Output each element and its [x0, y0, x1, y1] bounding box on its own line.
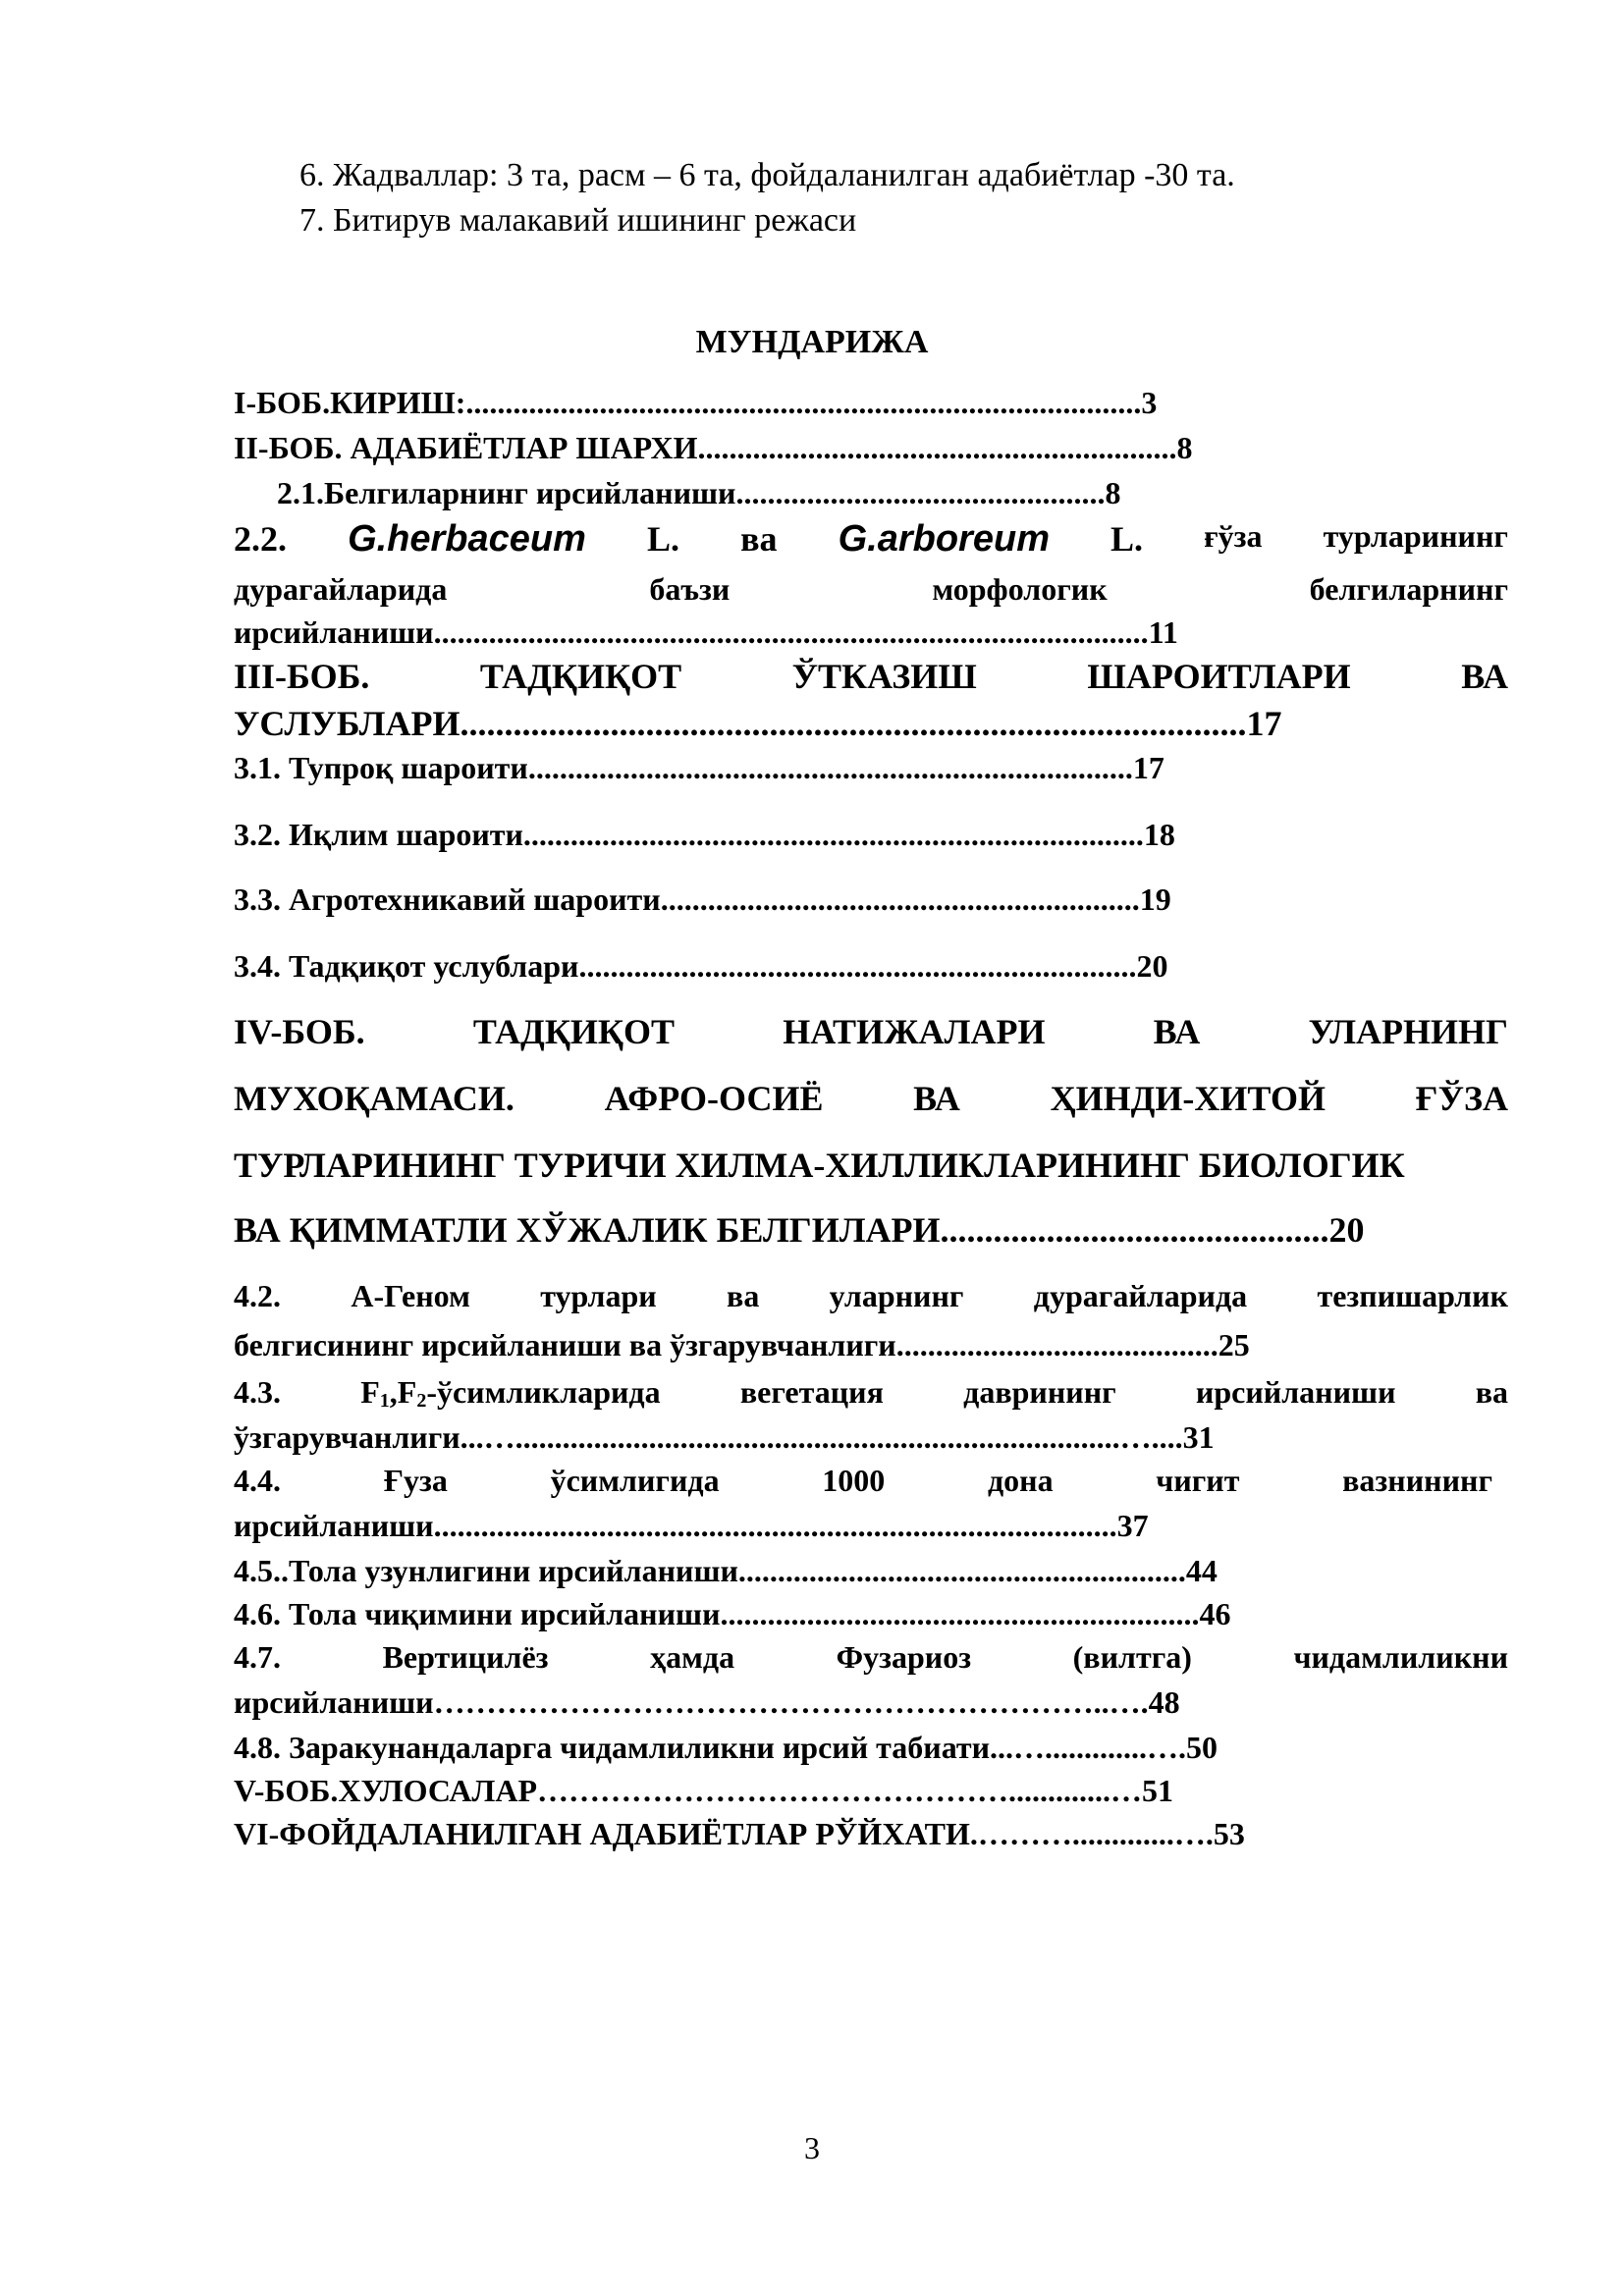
toc-word: ирсийланиши	[1195, 1374, 1396, 1410]
toc-entry-4-7-row2: ирсийланиши………………………………………………………..….48	[234, 1684, 1180, 1720]
toc-entry-4-2-row2: белгисининг ирсийланиши ва ўзгарувчанлиги.........................................25	[234, 1327, 1250, 1362]
toc-word: дона	[987, 1463, 1054, 1498]
toc-word: 2.2.	[234, 519, 287, 559]
toc-entry-chapter-4-row2	[234, 1078, 1508, 1119]
toc-word: ғўза	[1204, 518, 1263, 554]
toc-entry-3-2: 3.2. Иқлим шароити...............................................................................18	[234, 817, 1175, 852]
toc-word: ҳамда	[650, 1639, 735, 1675]
toc-entry-chapter-3-row2: УСЛУБЛАРИ.........................................................................................17	[234, 704, 1282, 743]
toc-word: чидамлиликни	[1293, 1639, 1508, 1675]
toc-word: ўсимлигида	[550, 1463, 720, 1498]
toc-entry-chapter-6: VI-ФОЙДАЛАНИЛГАН АДАБИЁТЛАР РЎЙХАТИ.……….............….53	[234, 1816, 1245, 1851]
toc-word: III-БОБ.	[234, 657, 370, 696]
toc-word: ТАДҚИҚОТ	[479, 657, 682, 696]
toc-word: белгиларнинг	[1309, 571, 1508, 607]
page-number: 3	[804, 2130, 820, 2165]
toc-entry-chapter-1: I-БОБ.КИРИШ:......................................................................................3	[234, 385, 1158, 420]
toc-word: вазнининг	[1342, 1463, 1492, 1498]
toc-word: 4.3.	[234, 1374, 281, 1410]
toc-word: дурагайларида	[1033, 1278, 1248, 1313]
toc-word: G.herbaceum	[348, 518, 586, 560]
toc-entry-chapter-2: II-БОБ. АДАБИЁТЛАР ШАРХИ.............................................................8	[234, 430, 1193, 465]
toc-entry-chapter-3-row1	[234, 656, 1508, 697]
toc-word: Ғуза	[383, 1463, 448, 1498]
toc-word: турларининг	[1323, 518, 1508, 554]
toc-word: А-Геном	[351, 1278, 470, 1313]
toc-entry-chapter-5: V-БОБ.ХУЛОСАЛАР……………………………………….............…51	[234, 1773, 1173, 1808]
toc-entry-chapter-4-row1	[234, 1011, 1508, 1052]
toc-word: ҲИНДИ-ХИТОЙ	[1050, 1079, 1326, 1118]
toc-word: $F_1,F_2$-ўсимликларида	[360, 1374, 661, 1412]
page-title: МУНДАРИЖА	[695, 324, 929, 360]
toc-word: L.	[647, 519, 680, 559]
toc-word: ТАДҚИҚОТ	[472, 1012, 676, 1051]
toc-word: даврининг	[963, 1374, 1116, 1410]
toc-word: G.arboreum	[838, 518, 1050, 560]
toc-word: 1000	[822, 1463, 886, 1498]
toc-word: баъзи	[649, 571, 731, 607]
toc-word: ва	[740, 519, 778, 559]
toc-entry-4-7-row1	[234, 1639, 1508, 1676]
toc-word: ҒЎЗА	[1415, 1079, 1508, 1118]
toc-word: МУХОҚАМАСИ.	[234, 1079, 514, 1118]
toc-entry-4-3-row1	[234, 1374, 1508, 1413]
toc-entry-4-6: 4.6. Тола чиқимини ирсийланиши.............................................................46	[234, 1596, 1231, 1631]
toc-word: IV-БОБ.	[234, 1012, 365, 1051]
toc-entry-3-4: 3.4. Тадқиқот услублари.......................................................................20	[234, 948, 1168, 984]
toc-word: 4.2.	[234, 1278, 281, 1313]
toc-word: турлари	[540, 1278, 657, 1313]
toc-entry-4-4-row2: ирсийланиши.......................................................................................37	[234, 1508, 1149, 1543]
toc-entry-4-4-row1	[234, 1463, 1492, 1499]
toc-word: Вертицилёз	[382, 1639, 549, 1675]
toc-word: НАТИЖАЛАРИ	[783, 1012, 1046, 1051]
toc-entry-2-1: 2.1.Белгиларнинг ирсийланиши...............................................8	[277, 475, 1121, 510]
toc-word: АФРО-ОСИЁ	[604, 1079, 824, 1118]
toc-word: ВА	[913, 1079, 960, 1118]
toc-word: ЎТКАЗИШ	[791, 657, 977, 696]
intro-line-6: 6. Жадваллар: 3 та, расм – 6 та, фойдаланилган адабиётлар -30 та.	[299, 157, 1235, 193]
toc-word: (вилтга)	[1072, 1639, 1192, 1675]
toc-entry-4-5: 4.5..Тола узунлигини ирсийланиши.........................................................44	[234, 1553, 1218, 1588]
toc-entry-4-2-row1	[234, 1278, 1508, 1314]
toc-word: Фузариоз	[836, 1639, 972, 1675]
toc-entry-2-2-row3: ирсийланиши...........................................................................................11	[234, 614, 1178, 650]
toc-word: L.	[1110, 519, 1144, 559]
toc-word: тезпишарлик	[1317, 1278, 1508, 1313]
toc-entry-4-3-row2: ўзгарувчанлиги...….............................................................................…....31	[234, 1419, 1215, 1455]
toc-word: ва	[727, 1278, 760, 1313]
toc-word: морфологик	[932, 571, 1108, 607]
toc-entry-2-2-row2	[234, 571, 1508, 608]
toc-entry-3-3: 3.3. Агротехникавий шароити.............................................................19	[234, 881, 1171, 917]
toc-word: ВА	[1153, 1012, 1201, 1051]
toc-word: дурагайларида	[234, 571, 448, 607]
toc-entry-3-1: 3.1. Тупроқ шароити.............................................................................17	[234, 750, 1164, 785]
toc-word: ва	[1475, 1374, 1508, 1410]
toc-entry-4-8: 4.8. Заракунандаларга чидамлиликни ирсий табиати...….............….50	[234, 1730, 1218, 1765]
toc-entry-chapter-4-row3: ТУРЛАРИНИНГ ТУРИЧИ ХИЛМА-ХИЛЛИКЛАРИНИНГ БИОЛОГИК	[234, 1146, 1405, 1185]
toc-word: УЛАРНИНГ	[1308, 1012, 1508, 1051]
toc-entry-2-2-row1	[234, 518, 1508, 561]
toc-word: чигит	[1156, 1463, 1240, 1498]
toc-word: 4.4.	[234, 1463, 281, 1498]
toc-word: уларнинг	[829, 1278, 964, 1313]
toc-entry-chapter-4-row4: ВА ҚИММАТЛИ ХЎЖАЛИК БЕЛГИЛАРИ............................................20	[234, 1210, 1365, 1250]
toc-word: ШАРОИТЛАРИ	[1087, 657, 1351, 696]
toc-word: ВА	[1461, 657, 1508, 696]
intro-line-7: 7. Битирув малакавий ишининг режаси	[299, 202, 857, 239]
toc-word: вегетация	[739, 1374, 884, 1410]
toc-word: 4.7.	[234, 1639, 281, 1675]
